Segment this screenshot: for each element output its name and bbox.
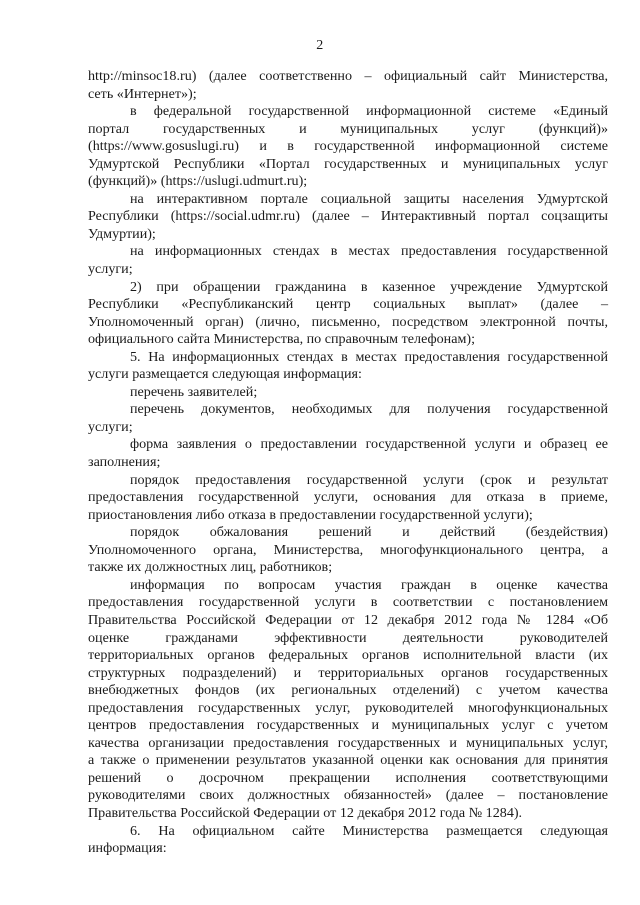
text-line: портал государственных и муниципальных услуг (функций)»: [88, 120, 608, 137]
text-line: а также о применении результатов указанной оценки как основания для принятия: [88, 752, 608, 769]
text-line: (https://www.gosuslugi.ru) и в государственной информационной системе: [88, 138, 608, 155]
text-line: Удмуртии);: [88, 225, 156, 242]
text-line: на интерактивном портале социальной защиты населения Удмуртской: [130, 190, 608, 207]
text-line: оценке гражданами эффективности деятельности руководителей: [88, 629, 608, 646]
text-line: решений о досрочном прекращении исполнения соответствующими: [88, 769, 608, 786]
text-line: структурных подразделений) и территориальных органов государственных: [88, 664, 608, 681]
document-body: [88, 68, 608, 858]
text-line: перечень документов, необходимых для получения государственной: [130, 401, 608, 418]
text-line: услуги;: [88, 261, 133, 278]
page-number: 2: [316, 38, 324, 53]
text-line: перечень заявителей;: [130, 383, 258, 400]
text-line: Удмуртской Республики «Портал государственных и муниципальных услуг: [88, 155, 608, 172]
text-line: информация по вопросам участия граждан в оценке качества: [130, 576, 608, 593]
text-line: порядок предоставления государственной услуги (срок и результат: [130, 471, 608, 488]
text-line: 2) при обращении гражданина в казенное учреждение Удмуртской: [130, 278, 608, 295]
text-line: на информационных стендах в местах предоставления государственной: [130, 243, 608, 260]
text-line: http://minsoc18.ru) (далее соответственно – официальный сайт Министерства,: [88, 68, 608, 84]
text-line: заполнения;: [88, 454, 161, 471]
text-line: 5. На информационных стендах в местах предоставления государственной: [130, 348, 608, 365]
text-line: Правительства Российской Федерации от 12 декабря 2012 года № 1284).: [88, 804, 523, 821]
text-line: Республики (https://social.udmr.ru) (далее – Интерактивный портал соцзащиты: [88, 208, 608, 225]
text-line: Уполномоченный орган) (лично, письменно, посредством электронной почты,: [88, 313, 608, 330]
text-line: территориальных органов федеральных органов исполнительной власти (их: [88, 647, 608, 664]
text-line: услуги размещается следующая информация:: [88, 366, 362, 383]
text-line: Республики «Республиканский центр социальных выплат» (далее –: [88, 296, 608, 313]
text-line: 6. На официальном сайте Министерства размещается следующая: [130, 822, 608, 839]
text-line: руководителями своих должностных обязанностей» (далее – постановление: [88, 787, 608, 804]
text-line: порядок обжалования решений и действий (бездействия): [130, 524, 608, 541]
text-line: в федеральной государственной информационной системе «Единый: [130, 103, 608, 120]
text-line: предоставления государственных услуг, руководителей многофункциональных: [88, 699, 608, 716]
text-line: приостановления либо отказа в предоставлении государственной услуги);: [88, 506, 533, 523]
text-line: (функций)» (https://uslugi.udmurt.ru);: [88, 173, 308, 190]
text-line: внебюджетных фондов (их региональных отделений) с учетом качества: [88, 682, 608, 699]
text-line: Правительства Российской Федерации от 12 декабря 2012 года № 1284 «Об: [88, 611, 608, 628]
text-line: также их должностных лиц, работников;: [88, 559, 333, 576]
text-line: услуги;: [88, 418, 133, 435]
text-line: информация:: [88, 840, 167, 857]
text-line: центров предоставления государственных и муниципальных услуг с учетом: [88, 717, 608, 734]
text-line: сеть «Интернет»);: [88, 85, 197, 102]
text-line: качества организации предоставления государственных и муниципальных услуг,: [88, 734, 608, 751]
text-line: предоставления государственной услуги, основания для отказа в приеме,: [88, 489, 608, 506]
text-line: форма заявления о предоставлении государственной услуги и образец ее: [130, 436, 608, 453]
text-line: предоставления государственной услуги в соответствии с постановлением: [88, 594, 608, 611]
text-line: Уполномоченного органа, Министерства, многофункционального центра, а: [88, 541, 608, 558]
text-line: официального сайта Министерства, по справочным телефонам);: [88, 331, 476, 348]
